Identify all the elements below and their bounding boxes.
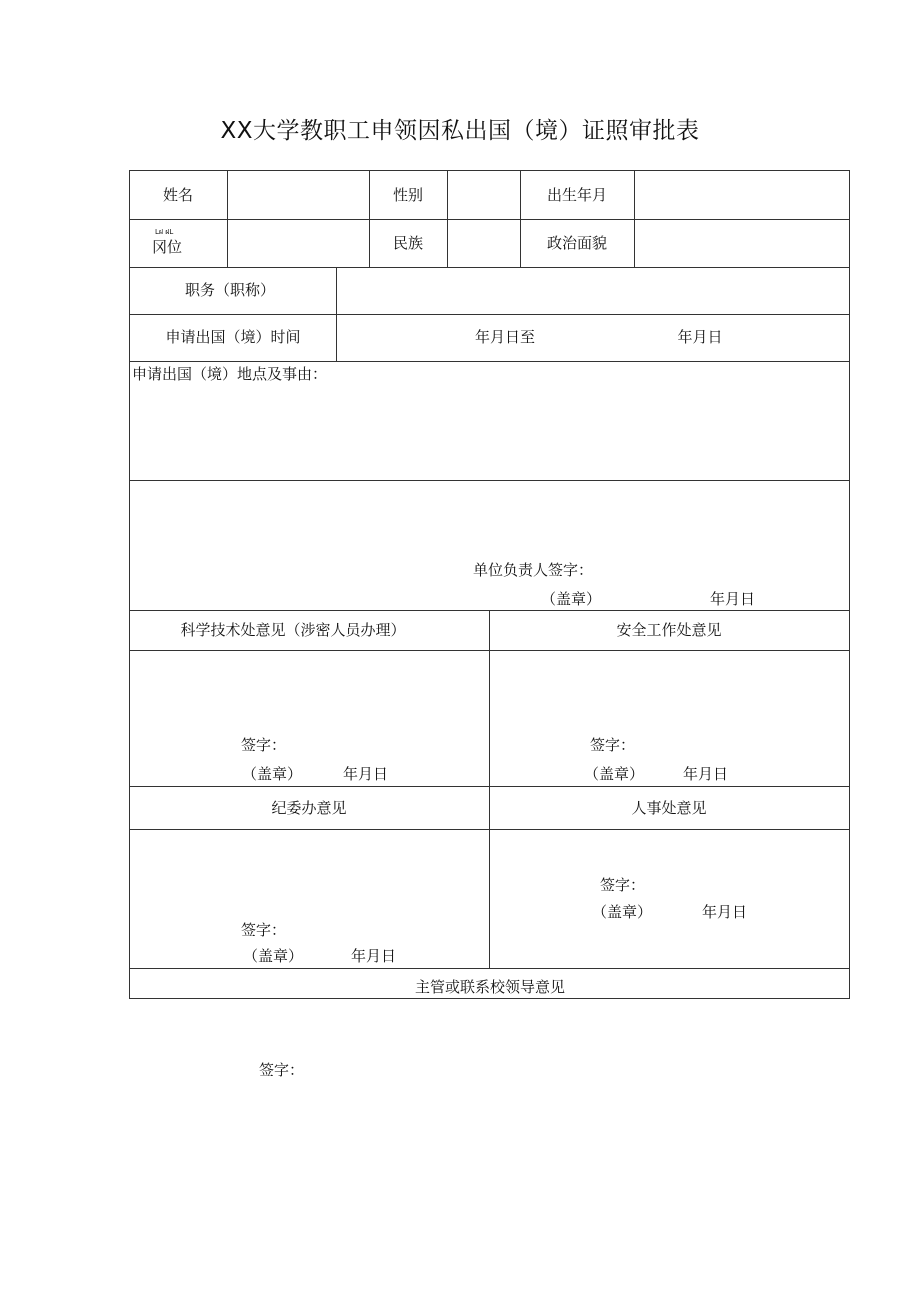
birth-label: 出生年月 <box>546 186 608 204</box>
birth-field[interactable] <box>635 171 848 218</box>
discipline-seal-label: （盖章） <box>243 947 304 965</box>
col-divider <box>520 170 521 267</box>
safety-date-label: 年月日 <box>683 765 729 783</box>
gender-field[interactable] <box>448 171 519 218</box>
gender-label: 性别 <box>392 186 424 204</box>
sci-seal-label: （盖章） <box>242 765 303 783</box>
time-from-text[interactable]: 年月日至 <box>474 328 536 346</box>
page-title: XX大学教职工申领因私出国（境）证照审批表 <box>220 118 700 144</box>
row-divider <box>129 361 850 362</box>
sci-date-label: 年月日 <box>343 765 389 783</box>
name-field[interactable] <box>228 171 368 218</box>
discipline-header: 纪委办意见 <box>271 799 347 817</box>
sci-sign-label: 签字： <box>241 736 287 754</box>
unit-sign-label: 单位负责人签字： <box>473 561 594 579</box>
reason-label: 申请出国（境）地点及事由： <box>132 365 328 383</box>
col-divider <box>489 610 490 968</box>
position-label: 冈位 <box>152 238 183 256</box>
table-border-bottom <box>129 998 850 999</box>
safety-header: 安全工作处意见 <box>616 621 722 639</box>
time-to-text[interactable]: 年月日 <box>677 328 723 346</box>
leader-header: 主管或联系校领导意见 <box>414 978 566 996</box>
title-label: 职务（职称） <box>184 281 276 299</box>
hr-seal-label: （盖章） <box>592 903 653 921</box>
position-label-artifact: Lฝ ฝL <box>155 228 174 236</box>
hr-header: 人事处意见 <box>631 799 707 817</box>
discipline-sign-label: 签字： <box>241 921 287 939</box>
safety-seal-label: （盖章） <box>584 765 645 783</box>
title-field[interactable] <box>337 268 848 313</box>
reason-field[interactable] <box>130 386 848 479</box>
time-label: 申请出国（境）时间 <box>165 328 301 346</box>
hr-sign-label: 签字： <box>600 876 646 894</box>
unit-seal-label: （盖章） <box>541 590 602 608</box>
ethnic-field[interactable] <box>448 220 519 266</box>
col-divider <box>369 170 370 267</box>
name-label: 姓名 <box>162 186 194 204</box>
row-divider <box>129 314 850 315</box>
sci-header: 科学技术处意见（涉密人员办理） <box>180 621 406 639</box>
table-border-right <box>849 170 850 998</box>
row-divider <box>129 968 850 969</box>
table-border-left <box>129 170 130 998</box>
political-field[interactable] <box>635 220 848 266</box>
political-label: 政治面貌 <box>546 234 608 252</box>
position-field[interactable] <box>228 220 368 266</box>
row-divider <box>129 480 850 481</box>
safety-sign-label: 签字： <box>590 736 636 754</box>
discipline-date-label: 年月日 <box>351 947 397 965</box>
unit-date-label: 年月日 <box>710 590 756 608</box>
hr-date-label: 年月日 <box>702 903 748 921</box>
ethnic-label: 民族 <box>392 234 424 252</box>
leader-sign-label: 签字： <box>259 1061 305 1079</box>
